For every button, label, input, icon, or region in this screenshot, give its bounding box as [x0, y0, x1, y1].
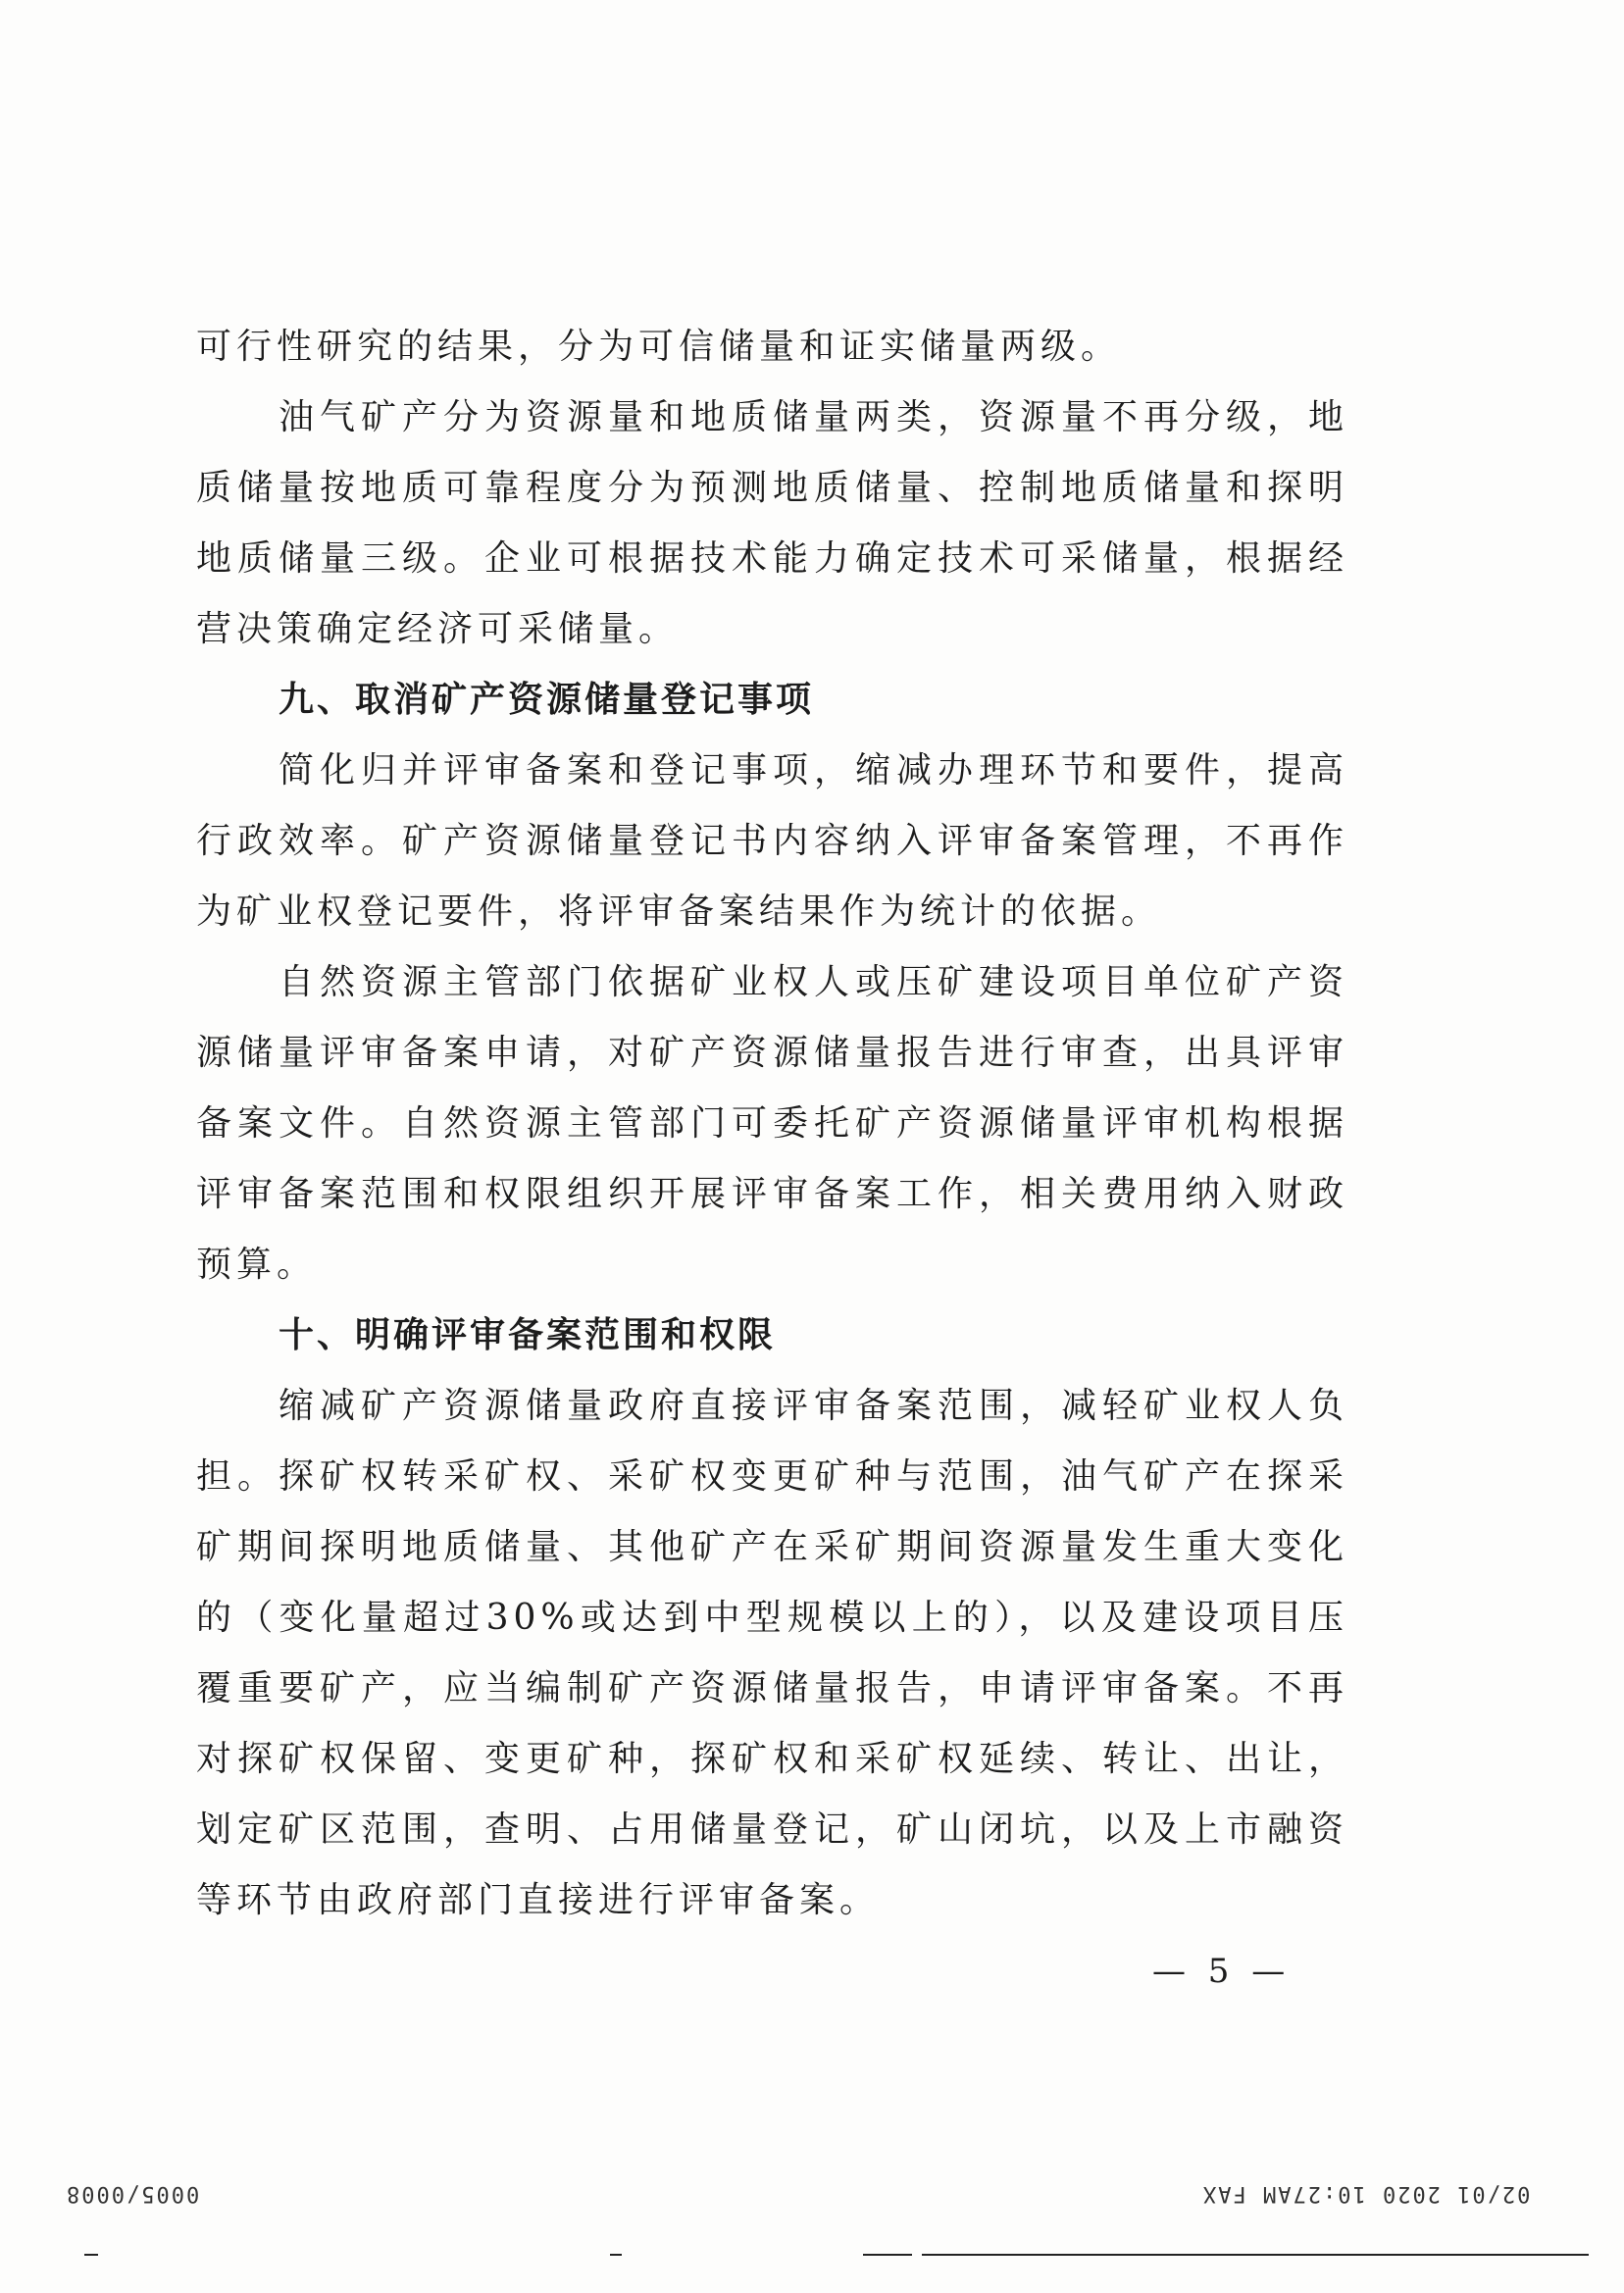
section-heading-9: 九、取消矿产资源储量登记事项 — [279, 680, 815, 720]
fax-rule-segment — [863, 2254, 912, 2256]
paragraph-4: 自然资源主管部门依据矿业权人或压矿建设项目单位矿产资源储量评审备案申请，对矿产资源储量报告进行审查，出具评审备案文件。自然资源主管部门可委托矿产资源储量评审机构根据评审备案范围和权限组织开展评审备案工作，相关费用纳入财政预算。 — [196, 962, 1348, 1285]
paragraph-5: 缩减矿产资源储量政府直接评审备案范围，减轻矿业权人负担。探矿权转采矿权、采矿权变更矿种与范围，油气矿产在探采矿期间探明地质储量、其他矿产在采矿期间资源量发生重大变化的（变化量超过30%或达到中型规模以上的），以及建设项目压覆重要矿产，应当编制矿产资源储量报告，申请评审备案。不再对探矿权保留、变更矿种，探矿权和采矿权延续、转让、出让，划定矿区范围，查明、占用储量登记，矿山闭坑，以及上市融资等环节由政府部门直接进行评审备案。 — [196, 1386, 1348, 1920]
fax-rule-segment — [84, 2254, 98, 2256]
document-body — [196, 312, 1348, 1936]
fax-rule-line — [922, 2254, 1589, 2256]
fax-timestamp: 02/01 2020 10:27AM FAX — [1201, 2181, 1531, 2206]
page-number: — 5 — — [1152, 1952, 1292, 1991]
fax-rule-segment — [610, 2254, 622, 2256]
paragraph-3: 简化归并评审备案和登记事项，缩减办理环节和要件，提高行政效率。矿产资源储量登记书内容纳入评审备案管理，不再作为矿业权登记要件，将评审备案结果作为统计的依据。 — [196, 750, 1348, 932]
paragraph-2: 油气矿产分为资源量和地质储量两类，资源量不再分级，地质储量按地质可靠程度分为预测地质储量、控制地质储量和探明地质储量三级。企业可根据技术能力确定技术可采储量，根据经营决策确定经济可采储量。 — [196, 397, 1348, 649]
fax-page-counter: 0005/0008 — [65, 2181, 200, 2206]
section-heading-10: 十、明确评审备案范围和权限 — [279, 1315, 777, 1355]
paragraph-1: 可行性研究的结果，分为可信储量和证实储量两级。 — [196, 327, 1122, 367]
